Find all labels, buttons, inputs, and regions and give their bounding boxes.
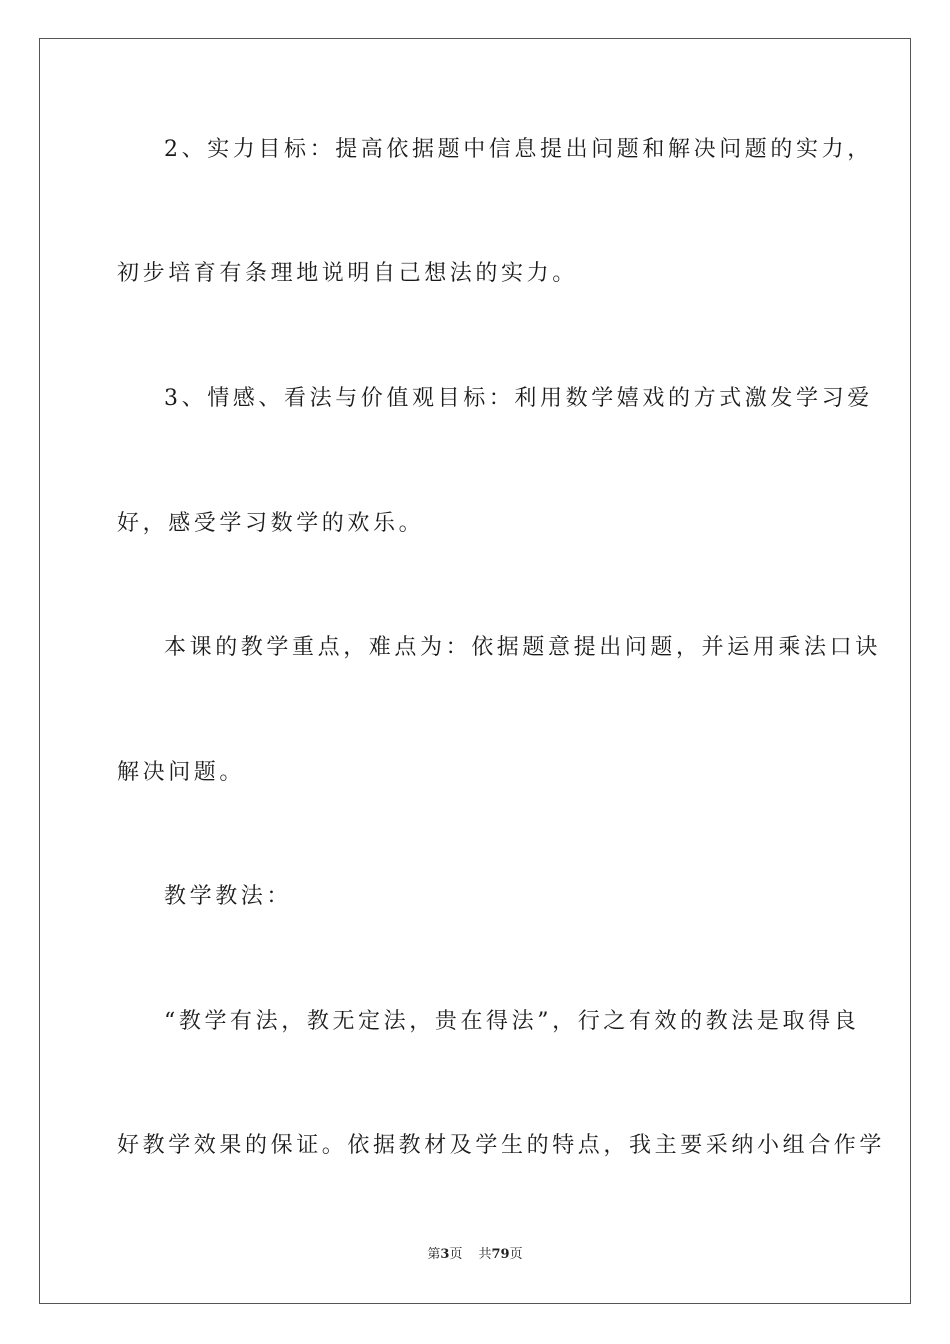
footer-page-prefix: 第 <box>427 1247 441 1262</box>
footer-total-suffix: 页 <box>509 1247 523 1262</box>
footer-page-suffix: 页 <box>449 1247 463 1262</box>
footer-total-prefix: 共 <box>478 1247 492 1262</box>
footer-page-number: 3 <box>440 1247 450 1262</box>
paragraph-2-line-1: 3、情感、看法与价值观目标：利用数学嬉戏的方式激发学习爱 <box>164 386 873 411</box>
paragraph-1-line-1: 2、实力目标：提高依据题中信息提出问题和解决问题的实力， <box>164 137 873 162</box>
paragraph-1-line-2: 初步培育有条理地说明自己想法的实力。 <box>117 261 578 286</box>
paragraph-4-line-1: 教学教法： <box>164 884 293 909</box>
paragraph-3-line-2: 解决问题。 <box>117 760 246 785</box>
footer-total-pages: 79 <box>491 1247 510 1262</box>
paragraph-3-line-1: 本课的教学重点，难点为：依据题意提出问题，并运用乘法口诀 <box>164 635 881 660</box>
page-footer <box>0 1246 950 1264</box>
paragraph-5-line-2: 好教学效果的保证。依据教材及学生的特点，我主要采纳小组合作学 <box>117 1133 886 1158</box>
page-frame <box>39 38 911 1304</box>
paragraph-2-line-2: 好，感受学习数学的欢乐。 <box>117 511 425 536</box>
paragraph-5-line-1: “教学有法，教无定法，贵在得法”，行之有效的教法是取得良 <box>164 1009 860 1034</box>
